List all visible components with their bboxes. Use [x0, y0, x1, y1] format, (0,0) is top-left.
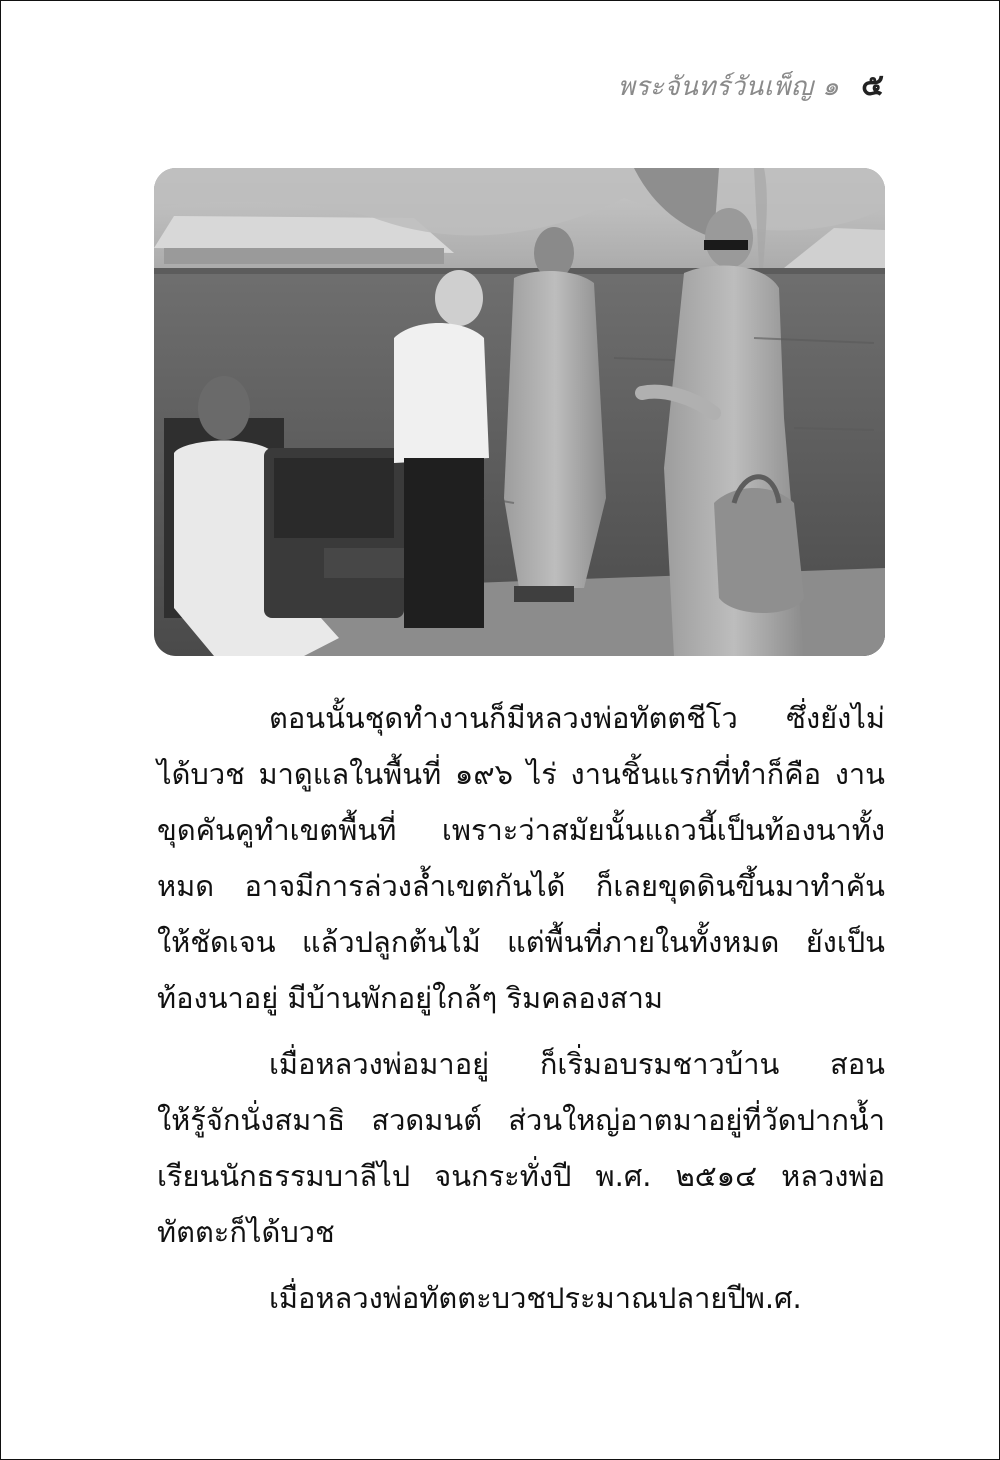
- paragraph-line: เมื่อหลวงพ่อทัตตะบวชประมาณปลายปีพ.ศ.: [269, 1281, 802, 1315]
- paragraph-3: [157, 1270, 885, 1326]
- paragraph-line: ทัตตะก็ได้บวช: [157, 1215, 335, 1249]
- paragraph-line: ขุดคันคูทำเขตพื้นที่ เพราะว่าสมัยนั้นแถวนี้เป็นท้องนาทั้ง: [157, 813, 885, 847]
- paragraph-line: หมด อาจมีการล่วงล้ำเขตกันได้ ก็เลยขุดดินขึ้นมาทำคัน: [157, 869, 885, 903]
- paragraph-line: เรียนนักธรรมบาลีไป จนกระทั่งปี พ.ศ. ๒๕๑๔ หลวงพ่อ: [157, 1159, 885, 1193]
- paragraph-line: ท้องนาอยู่ มีบ้านพักอยู่ใกล้ๆ ริมคลองสาม: [157, 981, 663, 1015]
- paragraph-2: [157, 1036, 885, 1260]
- paragraph-line: ให้รู้จักนั่งสมาธิ สวดมนต์ ส่วนใหญ่อาตมาอยู่ที่วัดปากน้ำ: [157, 1103, 885, 1137]
- paragraph-line: ให้ชัดเจน แล้วปลูกต้นไม้ แต่พื้นที่ภายในทั้งหมด ยังเป็น: [157, 925, 885, 959]
- running-head: [618, 62, 884, 102]
- paragraph-line: ตอนนั้นชุดทำงานก็มีหลวงพ่อทัตตชีโว ซึ่งยังไม่: [269, 701, 885, 735]
- photo-image: [154, 168, 885, 656]
- book-title: พระจันทร์วันเพ็ญ ๑: [617, 72, 840, 102]
- photo: [154, 168, 885, 656]
- paragraph-line: ได้บวช มาดูแลในพื้นที่ ๑๙๖ ไร่ งานชิ้นแรกที่ทำก็คือ งาน: [157, 757, 885, 791]
- body-text: [157, 690, 885, 1336]
- paragraph-1: [157, 690, 885, 1026]
- page-number: ๕: [861, 68, 884, 103]
- paragraph-line: เมื่อหลวงพ่อมาอยู่ ก็เริ่มอบรมชาวบ้าน สอน: [269, 1047, 885, 1081]
